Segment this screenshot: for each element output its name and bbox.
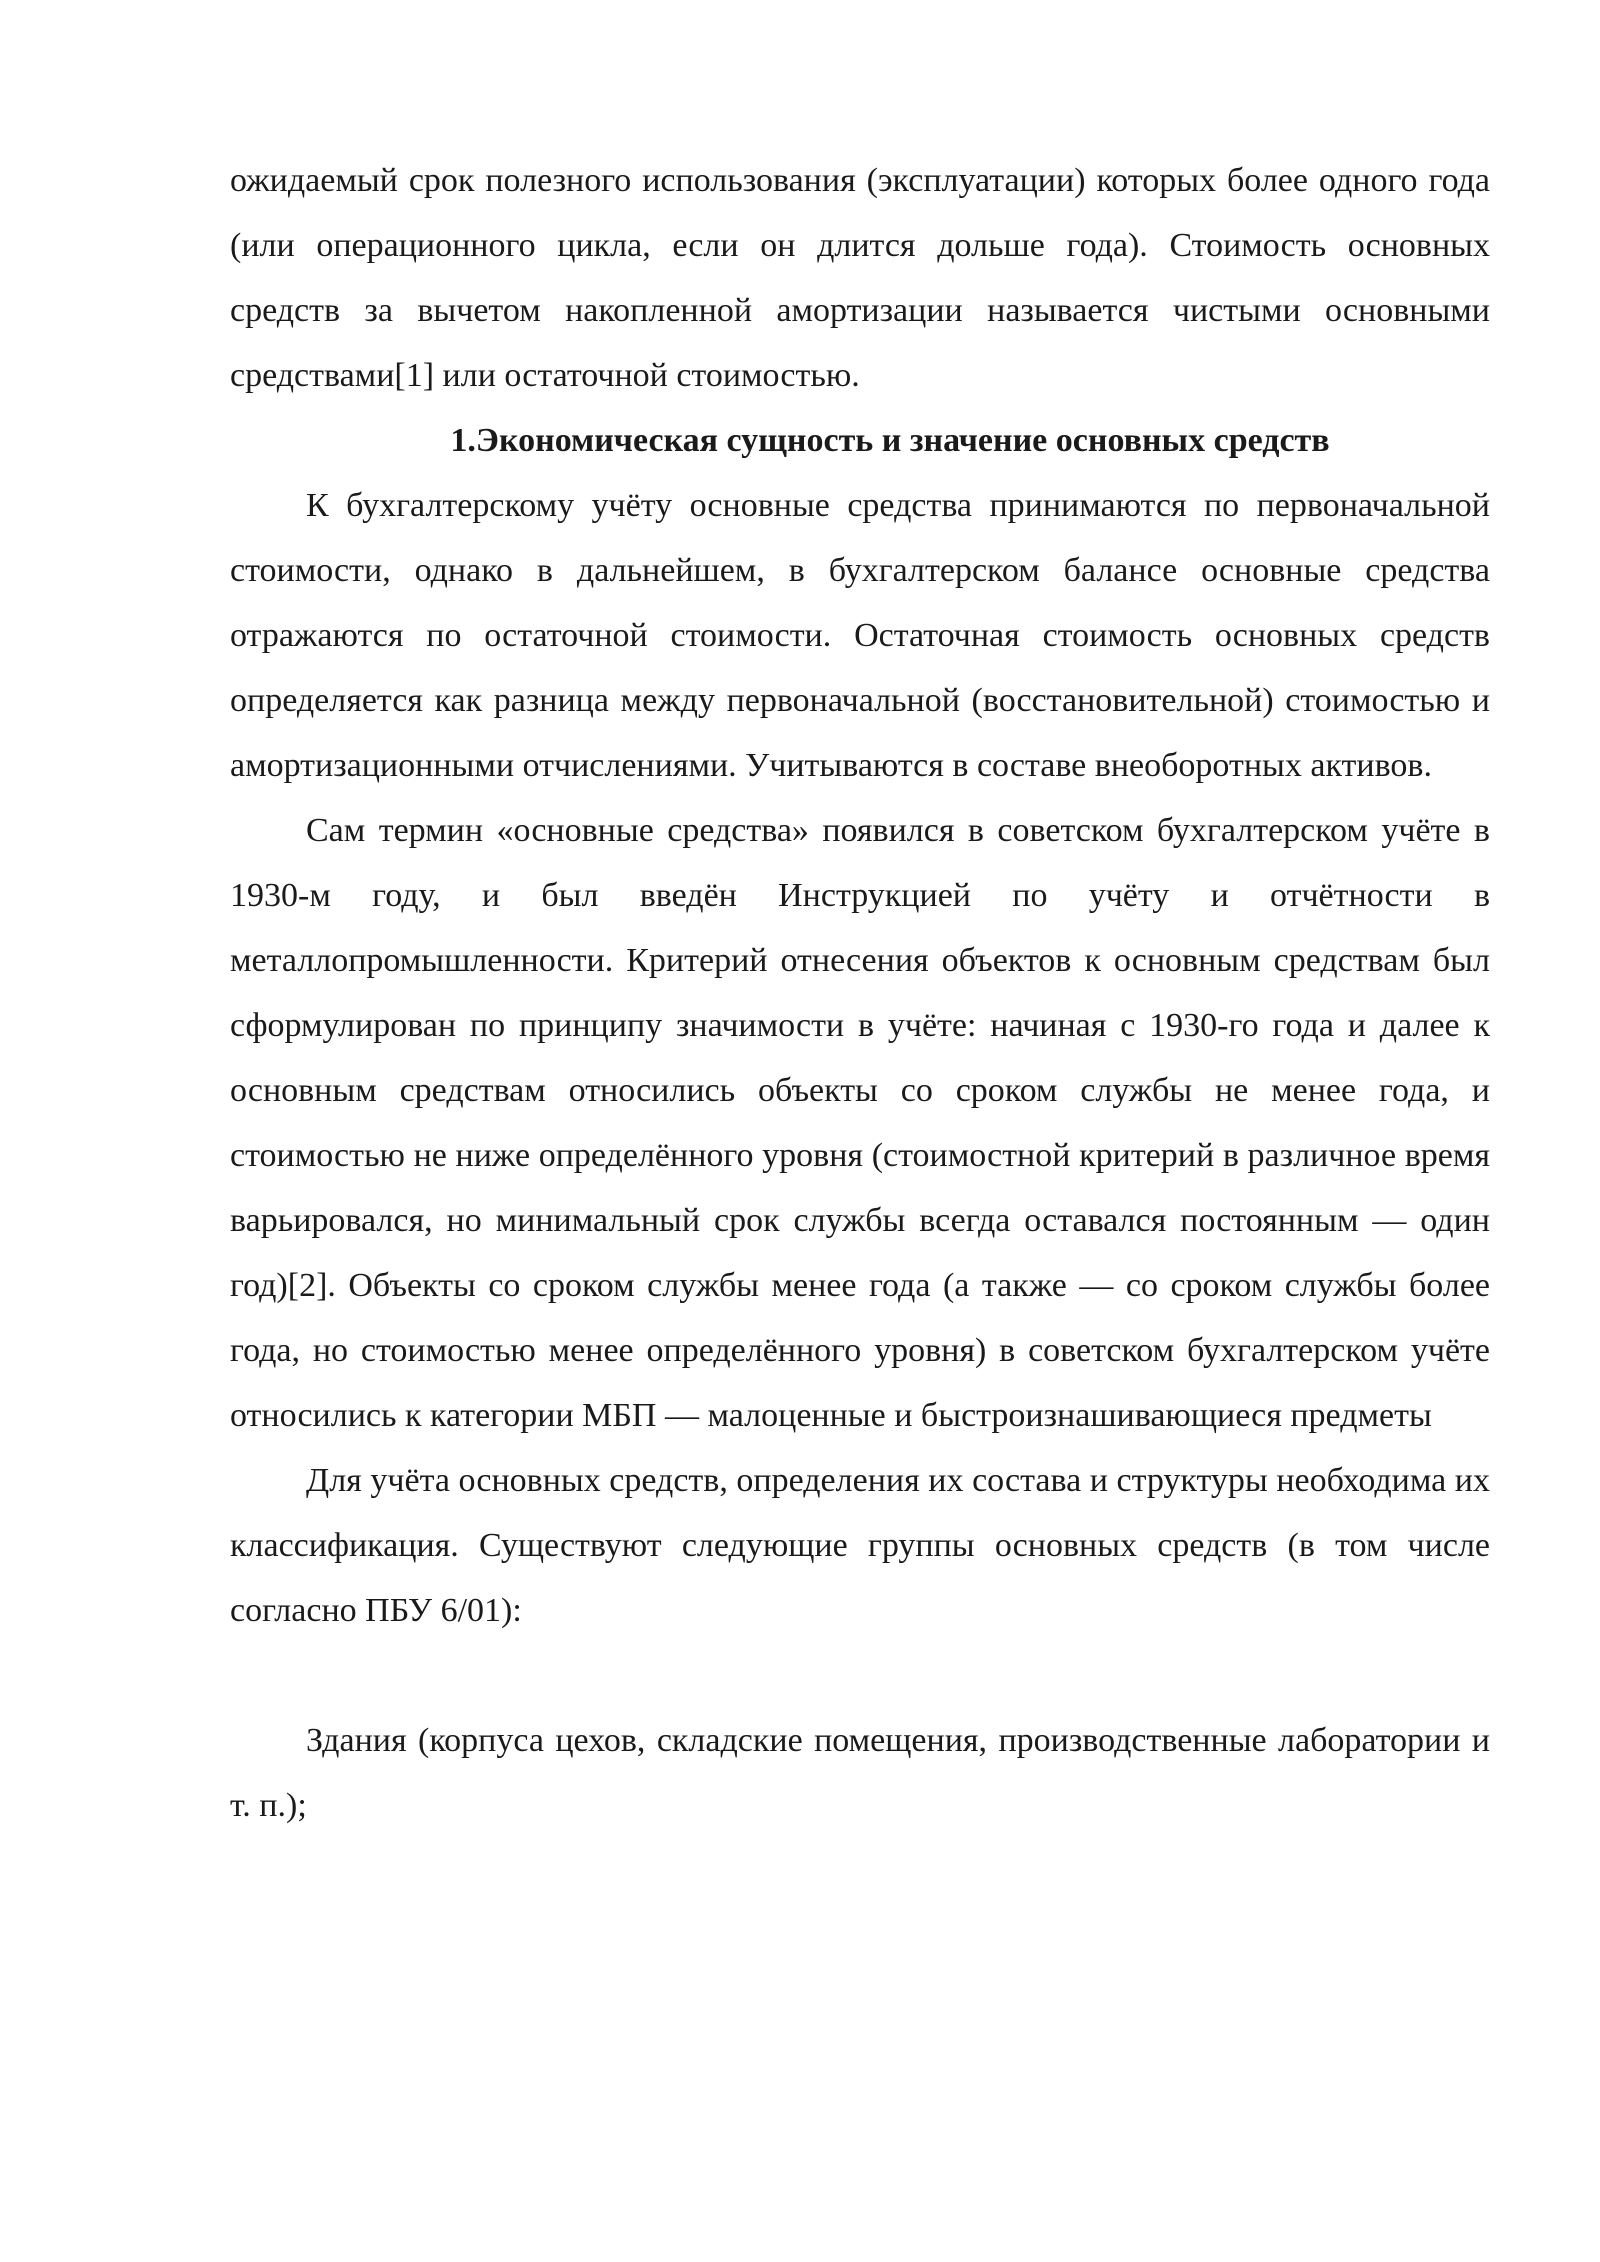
paragraph-term-history: Сам термин «основные средства» появился в советском бухгалтерском учёте в 1930-м году, и был введён Инструкцией по учёту и отчётности в металлопромышленности. Критерий отнесения объектов к основным средствам был сформулирован по принципу значимости в учёте: начиная с 1930-го года и далее к основным средствам относились объекты со сроком службы не менее года, и стоимостью не ниже определённого уровня (стоимостной критерий в различное время варьировался, но минимальный срок службы всегда оставался постоянным — один год)[2]. Объекты со сроком службы менее года (а также — со сроком службы более года, но стоимостью менее определённого уровня) в советском бухгалтерском учёте относились к категории МБП — малоценные и быстроизнашивающиеся предметы — [230, 812, 1490, 1434]
document-page — [230, 148, 1490, 1838]
list-item-buildings: Здания (корпуса цехов, складские помещения, производственные лаборатории и т. п.); — [230, 1722, 1490, 1824]
paragraph-classification: Для учёта основных средств, определения их состава и структуры необходима их классификация. Существуют следующие группы основных средств (в том числе согласно ПБУ 6/01): — [230, 1462, 1490, 1629]
paragraph-continuation: ожидаемый срок полезного использования (эксплуатации) которых более одного года (или операционного цикла, если он длится дольше года). Стоимость основных средств за вычетом накопленной амортизации называется чистыми основными средствами[1] или остаточной стоимостью. — [230, 162, 1490, 394]
section-heading: 1.Экономическая сущность и значение основных средств — [450, 422, 1330, 459]
blank-line — [230, 1643, 1490, 1708]
paragraph-accounting-valuation: К бухгалтерскому учёту основные средства принимаются по первоначальной стоимости, однако в дальнейшем, в бухгалтерском балансе основные средства отражаются по остаточной стоимости. Остаточная стоимость основных средств определяется как разница между первоначальной (восстановительной) стоимостью и амортизационными отчислениями. Учитываются в составе внеоборотных активов. — [230, 487, 1490, 784]
